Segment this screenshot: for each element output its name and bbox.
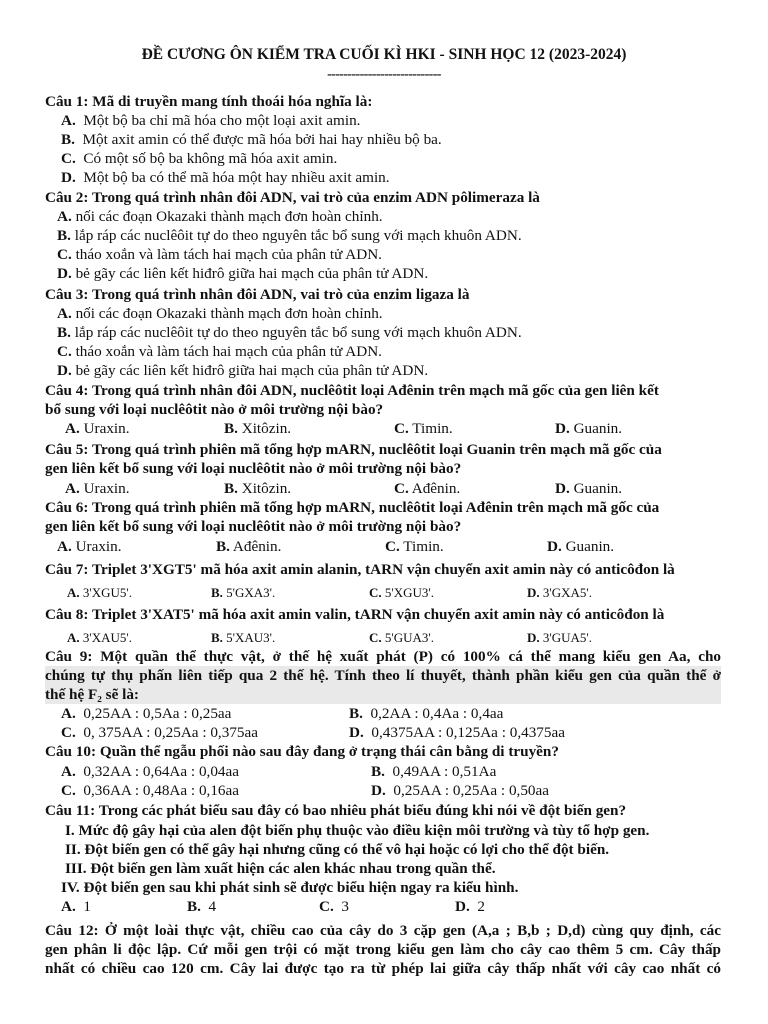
question-11-statement-2: II. Đột biến gen có thể gây hại nhưng cũng có thể vô hại hoặc có lợi cho thể đột biến. xyxy=(65,841,610,858)
question-8-option-b: B. 5'XAU3'. xyxy=(211,630,276,645)
question-3-option-d: D. bẻ gãy các liên kết hiđrô giữa hai mạch của phân tử ADN. xyxy=(57,362,429,379)
question-11-option-a: A. 1 xyxy=(61,898,91,915)
question-6-stem-line-2: gen liên kết bổ sung với loại nuclêôtit nào ở môi trường nội bào? xyxy=(45,518,462,535)
question-6-option-a: A. Uraxin. xyxy=(57,538,122,555)
question-11-stem: Câu 11: Trong các phát biểu sau đây có bao nhiêu phát biểu đúng khi nói về đột biến gen? xyxy=(45,802,627,819)
question-8-stem: Câu 8: Triplet 3'XAT5' mã hóa axit amin valin, tARN vận chuyển axit amin này có anticôđon là xyxy=(45,606,665,623)
question-2-option-b: B. lắp ráp các nuclêôit tự do theo nguyên tắc bổ sung với mạch khuôn ADN. xyxy=(57,227,522,244)
question-11-option-c: C. 3 xyxy=(319,898,349,915)
question-12-line-1: Câu 12: Ở một loài thực vật, chiều cao của cây do 3 cặp gen (A,a ; B,b ; D,d) cùng quy định, các xyxy=(45,922,721,939)
question-1-option-a: A. Một bộ ba chỉ mã hóa cho một loại axit amin. xyxy=(61,112,361,129)
question-1-option-b: B. Một axit amin có thể được mã hóa bởi hai hay nhiều bộ ba. xyxy=(61,131,442,148)
question-8-option-d: D. 3'GUA5'. xyxy=(527,630,592,645)
question-8-option-c: C. 5'GUA3'. xyxy=(369,630,434,645)
question-10-stem: Câu 10: Quần thể ngẫu phối nào sau đây đang ở trạng thái cân bằng di truyền? xyxy=(45,743,559,760)
question-5-option-b: B. Xitôzin. xyxy=(224,480,292,497)
question-3-option-c: C. tháo xoắn và làm tách hai mạch của phân tử ADN. xyxy=(57,343,382,360)
question-6-option-c: C. Timin. xyxy=(385,538,444,555)
question-6-stem-line-1: Câu 6: Trong quá trình phiên mã tổng hợp mARN, nuclêôtit loại Ađênin trên mạch mã gốc của xyxy=(45,499,660,516)
question-9-option-c: C. 0, 375AA : 0,25Aa : 0,375aa xyxy=(61,724,258,741)
question-9-stem-line-1: Câu 9: Một quần thể thực vật, ở thế hệ xuất phát (P) có 100% cá thể mang kiểu gen Aa, cho xyxy=(45,648,721,665)
question-1-option-d: D. Một bộ ba có thể mã hóa một hay nhiều axit amin. xyxy=(61,169,390,186)
question-1-option-c: C. Có một số bộ ba không mã hóa axit amin. xyxy=(61,150,338,167)
question-10-option-c: C. 0,36AA : 0,48Aa : 0,16aa xyxy=(61,782,240,799)
question-2-option-a: A. nối các đoạn Okazaki thành mạch đơn hoàn chỉnh. xyxy=(57,208,383,225)
question-2-stem: Câu 2: Trong quá trình nhân đôi ADN, vai trò của enzim ADN pôlimeraza là xyxy=(45,189,540,206)
question-5-option-a: A. Uraxin. xyxy=(65,480,130,497)
question-4-option-c: C. Timin. xyxy=(394,420,453,437)
question-3-option-b: B. lắp ráp các nuclêôit tự do theo nguyên tắc bổ sung với mạch khuôn ADN. xyxy=(57,324,522,341)
question-12-line-2: gen phân li độc lập. Cứ mỗi gen trội có mặt trong kiểu gen làm cho cây cao thêm 5 cm. Cây thấp xyxy=(45,941,721,958)
question-11-option-d: D. 2 xyxy=(455,898,485,915)
question-6-option-d: D. Guanin. xyxy=(547,538,615,555)
question-7-option-d: D. 3'GXA5'. xyxy=(527,585,592,600)
question-7-stem: Câu 7: Triplet 3'XGT5' mã hóa axit amin alanin, tARN vận chuyển axit amin này có anticôđon là xyxy=(45,561,675,578)
question-11-option-b: B. 4 xyxy=(187,898,217,915)
question-4-stem-line-2: bổ sung với loại nuclêôtit nào ở môi trường nội bào? xyxy=(45,401,384,418)
question-11-statement-4: IV. Đột biến gen sau khi phát sinh sẽ được biểu hiện ngay ra kiểu hình. xyxy=(61,879,519,896)
question-10-option-d: D. 0,25AA : 0,25Aa : 0,50aa xyxy=(371,782,550,799)
question-5-option-c: C. Ađênin. xyxy=(394,480,461,497)
question-9-stem-line-3: thế hệ F₂ sẽ là: xyxy=(45,685,721,704)
question-9-option-a: A. 0,25AA : 0,5Aa : 0,25aa xyxy=(61,705,232,722)
question-6-option-b: B. Ađênin. xyxy=(216,538,282,555)
question-3-option-a: A. nối các đoạn Okazaki thành mạch đơn hoàn chỉnh. xyxy=(57,305,383,322)
question-11-statement-1: I. Mức độ gây hại của alen đột biến phụ thuộc vào điều kiện môi trường và tùy tổ hợp gen. xyxy=(65,822,650,839)
question-4-option-a: A. Uraxin. xyxy=(65,420,130,437)
question-1-stem: Câu 1: Mã di truyền mang tính thoái hóa nghĩa là: xyxy=(45,93,373,110)
question-4-option-b: B. Xitôzin. xyxy=(224,420,292,437)
question-8-option-a: A. 3'XAU5'. xyxy=(67,630,132,645)
title-divider: ---------------------------- xyxy=(327,67,441,82)
question-10-option-a: A. 0,32AA : 0,64Aa : 0,04aa xyxy=(61,763,240,780)
question-11-statement-3: III. Đột biến gen làm xuất hiện các alen khác nhau trong quần thể. xyxy=(65,860,496,877)
question-9-stem-line-2: chúng tự thụ phấn liên tiếp qua 2 thế hệ. Tính theo lí thuyết, thành phần kiểu gen của quần thể ở xyxy=(45,667,721,684)
document-title: ĐỀ CƯƠNG ÔN KIỂM TRA CUỐI KÌ HKI - SINH HỌC 12 (2023-2024) xyxy=(141,46,627,63)
question-5-stem-line-1: Câu 5: Trong quá trình phiên mã tổng hợp mARN, nuclêôtit loại Guanin trên mạch mã gốc của xyxy=(45,441,662,458)
question-7-option-c: C. 5'XGU3'. xyxy=(369,585,434,600)
question-3-stem: Câu 3: Trong quá trình nhân đôi ADN, vai trò của enzim ligaza là xyxy=(45,286,470,303)
question-10-option-b: B. 0,49AA : 0,51Aa xyxy=(371,763,497,780)
question-7-option-a: A. 3'XGU5'. xyxy=(67,585,132,600)
question-2-option-c: C. tháo xoắn và làm tách hai mạch của phân tử ADN. xyxy=(57,246,382,263)
question-5-stem-line-2: gen liên kết bổ sung với loại nuclêôtit nào ở môi trường nội bào? xyxy=(45,460,462,477)
question-4-stem-line-1: Câu 4: Trong quá trình nhân đôi ADN, nuclêôtit loại Ađênin trên mạch mã gốc của gen liên kết xyxy=(45,382,659,399)
question-12-line-3: nhất có chiều cao 120 cm. Cây lai được tạo ra từ phép lai giữa cây thấp nhất với cây cao nhất có xyxy=(45,960,721,977)
question-9-option-b: B. 0,2AA : 0,4Aa : 0,4aa xyxy=(349,705,504,722)
question-7-option-b: B. 5'GXA3'. xyxy=(211,585,276,600)
question-5-option-d: D. Guanin. xyxy=(555,480,623,497)
question-2-option-d: D. bẻ gãy các liên kết hiđrô giữa hai mạch của phân tử ADN. xyxy=(57,265,429,282)
question-9-option-d: D. 0,4375AA : 0,125Aa : 0,4375aa xyxy=(349,724,565,741)
question-4-option-d: D. Guanin. xyxy=(555,420,623,437)
